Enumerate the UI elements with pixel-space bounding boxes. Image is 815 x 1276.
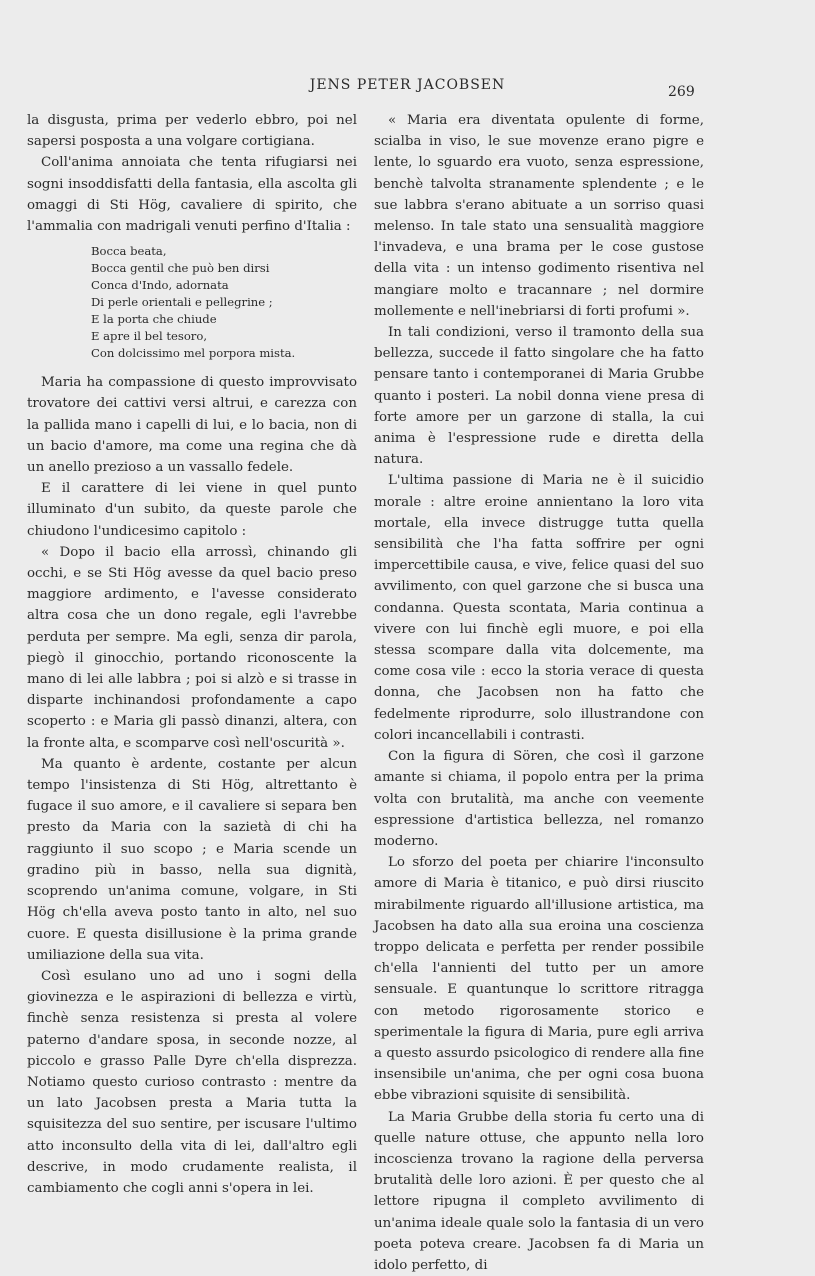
poem-line: Bocca beata, [91,244,167,259]
poem-line: Con dolcissimo mel porpora mista. [91,346,296,361]
madrigal-poem [91,243,357,362]
paragraph: Così esulano uno ad uno i sogni della giovinezza e le aspirazioni di bellezza e virtù, finchè senza resistenza si presta al volere paterno d'andare sposa, in seconde nozze, al piccolo e grasso Palle Dyre ch'ella disprezza. Notiamo questo curioso contrasto : mentre da un lato Jacobsen presta a Maria tutta la squisitezza del suo sentire, per iscusare l'ultimo atto inconsulto della vita di lei, dall'altro egli descrive, in modo crudamente realista, il cambiamento che cogli anni s'opera in lei. [27,968,357,1196]
paragraph: Maria ha compassione di questo improvvisato trovatore dei cattivi versi altrui, e carezza con la pallida mano i capelli di lui, e lo bacia, non di un bacio d'amore, ma come una regina che dà un anello prezioso a un vassallo fedele. [27,375,357,476]
paragraph: In tali condizioni, verso il tramonto della sua bellezza, succede il fatto singolare che ha fatto pensare tanto i contemporanei di Maria Grubbe quanto i posteri. La nobil donna viene presa di forte amore per un garzone di stalla, la cui anima è l'espressione rude e diretta della natura. [374,325,704,468]
paragraph: Ma quanto è ardente, costante per alcun tempo l'insistenza di Sti Hög, altrettanto è fugace il suo amore, e il cavaliere si separa ben presto da Maria con la sazietà di chi ha raggiunto il suo scopo ; e Maria scende un gradino più in basso, nella sua dignità, scoprendo un'anima comune, volgare, in Sti Hög ch'ella aveva posto tanto in alto, nel suo cuore. E questa disillusione è la prima grande umiliazione della sua vita. [27,756,357,963]
paragraph: L'ultima passione di Maria ne è il suicidio morale : altre eroine annientano la loro vita mortale, ella invece distrugge tutta quella sensibilità che l'ha fatta soffrire per ogni impercettibile causa, e vive, felice quasi del suo avvilimento, con quel garzone che si busca una condanna. Questa scontata, Maria continua a vivere con lui finchè egli muore, e poi ella stessa scompare dalla vita dolcemente, ma come cosa vile : ecco la storia verace di questa donna, che Jacobsen non ha fatto che fedelmente riprodurre, solo illustrandone con colori incancellabili i contrasti. [374,473,704,743]
poem-line: Conca d'Indo, adornata [91,278,229,293]
paragraph: Lo sforzo del poeta per chiarire l'inconsulto amore di Maria è titanico, e può dirsi riuscito mirabilmente riguardo all'illusione artistica, ma Jacobsen ha dato alla sua eroina una coscienza troppo delicata e perfetta per render possibile ch'ella l'annienti del tutto per un amore sensuale. E quantunque lo scrittore ritragga con metodo rigorosamente storico e sperimentale la figura di Maria, pure egli arriva a questo assurdo psicologico di rendere alla fine insensibile un'anima, che per ogni cosa buona ebbe vibrazioni squisite di sensibilità. [374,855,704,1104]
quotation-paragraph: « Dopo il bacio ella arrossì, chinando gli occhi, e se Sti Hög avesse da quel bacio preso maggiore ardimento, e l'avesse considerato altra cosa che un dono regale, egli l'avrebbe perduta per sempre. Ma egli, senza dir parola, piegò il ginocchio, portando riconoscente la mano di lei alle labbra ; poi si alzò e si trasse in disparte inchinandosi profondamente a capo scoperto : e Maria gli passò dinanzi, altera, con la fronte alta, e scomparve così nell'oscurità ». [27,544,357,751]
quotation-paragraph: « Maria era diventata opulente di forme, scialba in viso, le sue movenze erano pigre e lente, lo sguardo era vuoto, senza espressione, benchè talvolta stranamente splendente ; e le sue labbra s'erano abituate a un sorriso quasi melenso. In tale stato una sensualità maggiore l'invadeva, e una brama per le cose gustose della vita : un intenso godimento risentiva nel mangiare molto e tracannare ; nel dormire mollemente e nell'inebriarsi di forti profumi ». [374,113,704,319]
paragraph: la disgusta, prima per vederlo ebbro, poi nel sapersi posposta a una volgare cortigiana. [27,113,357,150]
poem-line: Bocca gentil che può ben dirsi [91,261,270,276]
right-column [374,110,704,1276]
poem-line: E la porta che chiude [91,312,217,327]
paragraph: E il carattere di lei viene in quel punto illuminato d'un subito, da queste parole che chiudono l'undicesimo capitolo : [27,481,357,539]
paragraph: Coll'anima annoiata che tenta rifugiarsi nei sogni insoddisfatti della fantasia, ella ascolta gli omaggi di Sti Hög, cavaliere di spirito, che l'ammalia con madrigali venuti perfino d'Italia : [27,155,357,235]
left-column [27,110,357,1199]
running-title: JENS PETER JACOBSEN [309,77,506,93]
page-number: 269 [668,84,695,100]
poem-line: E apre il bel tesoro, [91,329,208,344]
poem-line: Di perle orientali e pellegrine ; [91,295,273,310]
paragraph: Con la figura di Sören, che così il garzone amante si chiama, il popolo entra per la prima volta con brutalità, ma anche con veemente espressione d'artistica bellezza, nel romanzo moderno. [374,749,704,849]
paragraph: La Maria Grubbe della storia fu certo una di quelle nature ottuse, che appunto nella loro incoscienza trovano la ragione della perversa brutalità delle loro azioni. È per questo che al lettore ripugna il completo avvilimento di un'anima ideale quale solo la fantasia di un vero poeta poteva creare. Jacobsen fa di Maria un idolo perfetto, di [374,1109,704,1273]
